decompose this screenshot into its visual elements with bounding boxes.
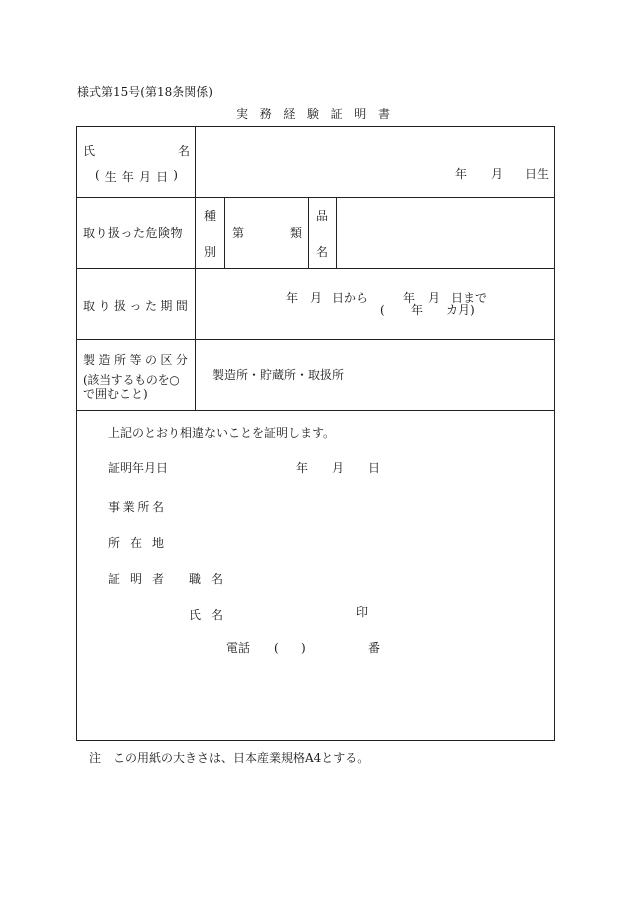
kind-label-top: 種: [204, 209, 217, 223]
phone-suffix: 番: [368, 641, 381, 655]
period-start-year: 年: [286, 291, 299, 305]
duration-year: 年: [411, 303, 424, 317]
certification-day: 日: [368, 461, 381, 475]
name-label-left: 氏: [83, 144, 96, 158]
row-divider: [76, 410, 555, 411]
certifier-position-label: 職 名: [189, 572, 223, 586]
document-title: 実 務 経 験 証 明 書: [236, 107, 390, 121]
certifier-name-label: 氏 名: [189, 608, 223, 622]
footer-note-text: この用紙の大きさは、日本産業規格A4とする。: [113, 751, 370, 765]
footer-note-label: 注: [89, 751, 102, 765]
birthdate-label: ( 生 年 月 日 ): [95, 168, 178, 184]
kind-divider: [224, 197, 225, 268]
certification-date-label: 証明年月日: [108, 461, 169, 475]
birth-month: 月: [491, 167, 504, 181]
facility-options: 製造所・貯蔵所・取扱所: [212, 368, 345, 382]
period-end-year: 年: [403, 291, 416, 305]
phone-label: 電話: [226, 641, 251, 655]
address-label: 所 在 地: [108, 536, 164, 550]
label-column-divider: [195, 126, 196, 410]
certifier-label: 証 明 者: [108, 572, 164, 586]
period-start-month: 月: [310, 291, 323, 305]
office-name-label: 事 業 所 名: [108, 500, 164, 514]
row-divider: [76, 339, 555, 340]
form-number: 様式第15号(第18条関係): [77, 85, 213, 99]
name-label-right: 名: [178, 144, 191, 158]
row-divider: [76, 268, 555, 269]
seal-mark: 印: [356, 605, 369, 619]
phone-open: (: [274, 641, 279, 655]
row-divider: [76, 197, 555, 198]
hazard-label: 取り扱った危険物: [83, 226, 184, 240]
duration-open: (: [380, 303, 385, 317]
kind-label-bottom: 別: [204, 245, 217, 259]
phone-close: ): [301, 641, 306, 655]
birth-day: 日生: [525, 167, 550, 181]
item-label-top: 品: [316, 209, 329, 223]
period-start-suffix: 日から: [332, 291, 369, 305]
birth-year: 年: [455, 167, 468, 181]
period-label: 取 り 扱 っ た 期 間: [83, 299, 188, 313]
certification-year: 年: [296, 461, 309, 475]
item-divider: [336, 197, 337, 268]
class-divider: [308, 197, 309, 268]
facility-note-line2: で囲むこと): [83, 387, 148, 401]
class-label-right: 類: [290, 226, 303, 240]
facility-label: 製 造 所 等 の 区 分: [83, 353, 188, 367]
class-label-left: 第: [232, 226, 245, 240]
item-label-bottom: 名: [316, 245, 329, 259]
period-end-month: 月: [428, 291, 441, 305]
certification-statement: 上記のとおり相違ないことを証明します。: [108, 426, 336, 440]
period-end-suffix: 日まで: [451, 291, 488, 305]
duration-months: カ月): [446, 303, 475, 317]
facility-note-line1: (該当するものを○: [83, 373, 180, 387]
certification-month: 月: [332, 461, 345, 475]
